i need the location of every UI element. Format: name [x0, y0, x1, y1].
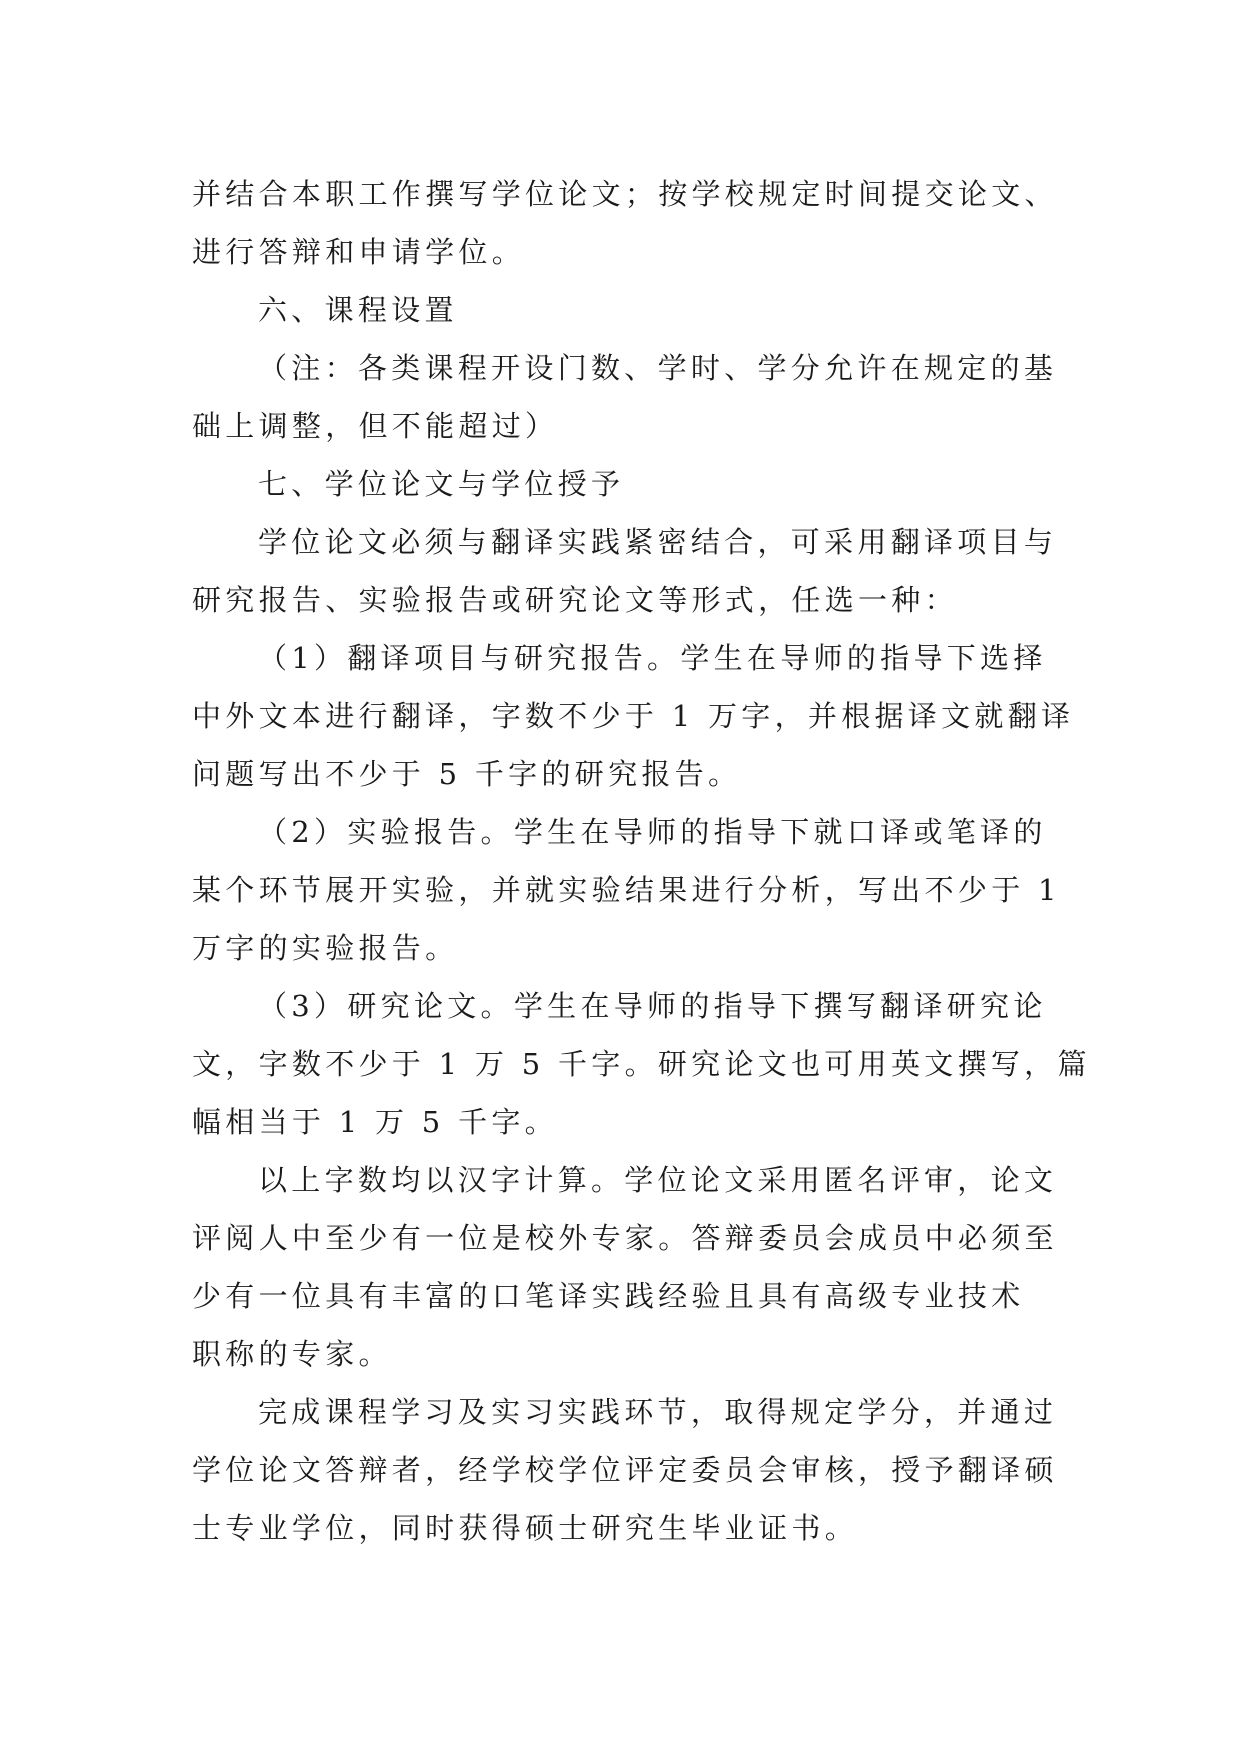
text-line: 研究报告、实验报告或研究论文等形式，任选一种：: [192, 583, 958, 617]
list-item-line: 问题写出不少于 5 千字的研究报告。: [192, 757, 742, 791]
list-item-line: 文，字数不少于 1 万 5 千字。研究论文也可用英文撰写，篇: [192, 1047, 1091, 1081]
text-line: 以上字数均以汉字计算。学位论文采用匿名评审，论文: [258, 1163, 1058, 1197]
note-line: 础上调整，但不能超过）: [192, 409, 559, 443]
text-line: 士专业学位，同时获得硕士研究生毕业证书。: [192, 1511, 859, 1545]
list-item-line: （1）翻译项目与研究报告。学生在导师的指导下选择: [258, 641, 1047, 675]
note-line: （注：各类课程开设门数、学时、学分允许在规定的基: [258, 351, 1058, 385]
list-item-line: 某个环节展开实验，并就实验结果进行分析，写出不少于 1: [192, 873, 1061, 907]
list-item-line: 万字的实验报告。: [192, 931, 459, 965]
text-line: 学位论文答辩者，经学校学位评定委员会审核，授予翻译硕: [192, 1453, 1058, 1487]
text-line: 评阅人中至少有一位是校外专家。答辩委员会成员中必须至: [192, 1221, 1058, 1255]
text-line: 并结合本职工作撰写学位论文；按学校规定时间提交论文、: [192, 177, 1058, 211]
text-line: 完成课程学习及实习实践环节，取得规定学分，并通过: [258, 1395, 1058, 1429]
text-line: 学位论文必须与翻译实践紧密结合，可采用翻译项目与: [258, 525, 1058, 559]
text-line: 进行答辩和申请学位。: [192, 235, 526, 269]
list-item-line: （3）研究论文。学生在导师的指导下撰写翻译研究论: [258, 989, 1047, 1023]
text-line: 职称的专家。: [192, 1337, 392, 1371]
section-heading: 六、课程设置: [258, 293, 458, 327]
list-item-line: 中外文本进行翻译，字数不少于 1 万字，并根据译文就翻译: [192, 699, 1075, 733]
section-heading: 七、学位论文与学位授予: [258, 467, 625, 501]
document-body: [192, 165, 1091, 1557]
text-line: 少有一位具有丰富的口笔译实践经验且具有高级专业技术: [192, 1279, 1025, 1313]
list-item-line: （2）实验报告。学生在导师的指导下就口译或笔译的: [258, 815, 1047, 849]
list-item-line: 幅相当于 1 万 5 千字。: [192, 1105, 558, 1139]
